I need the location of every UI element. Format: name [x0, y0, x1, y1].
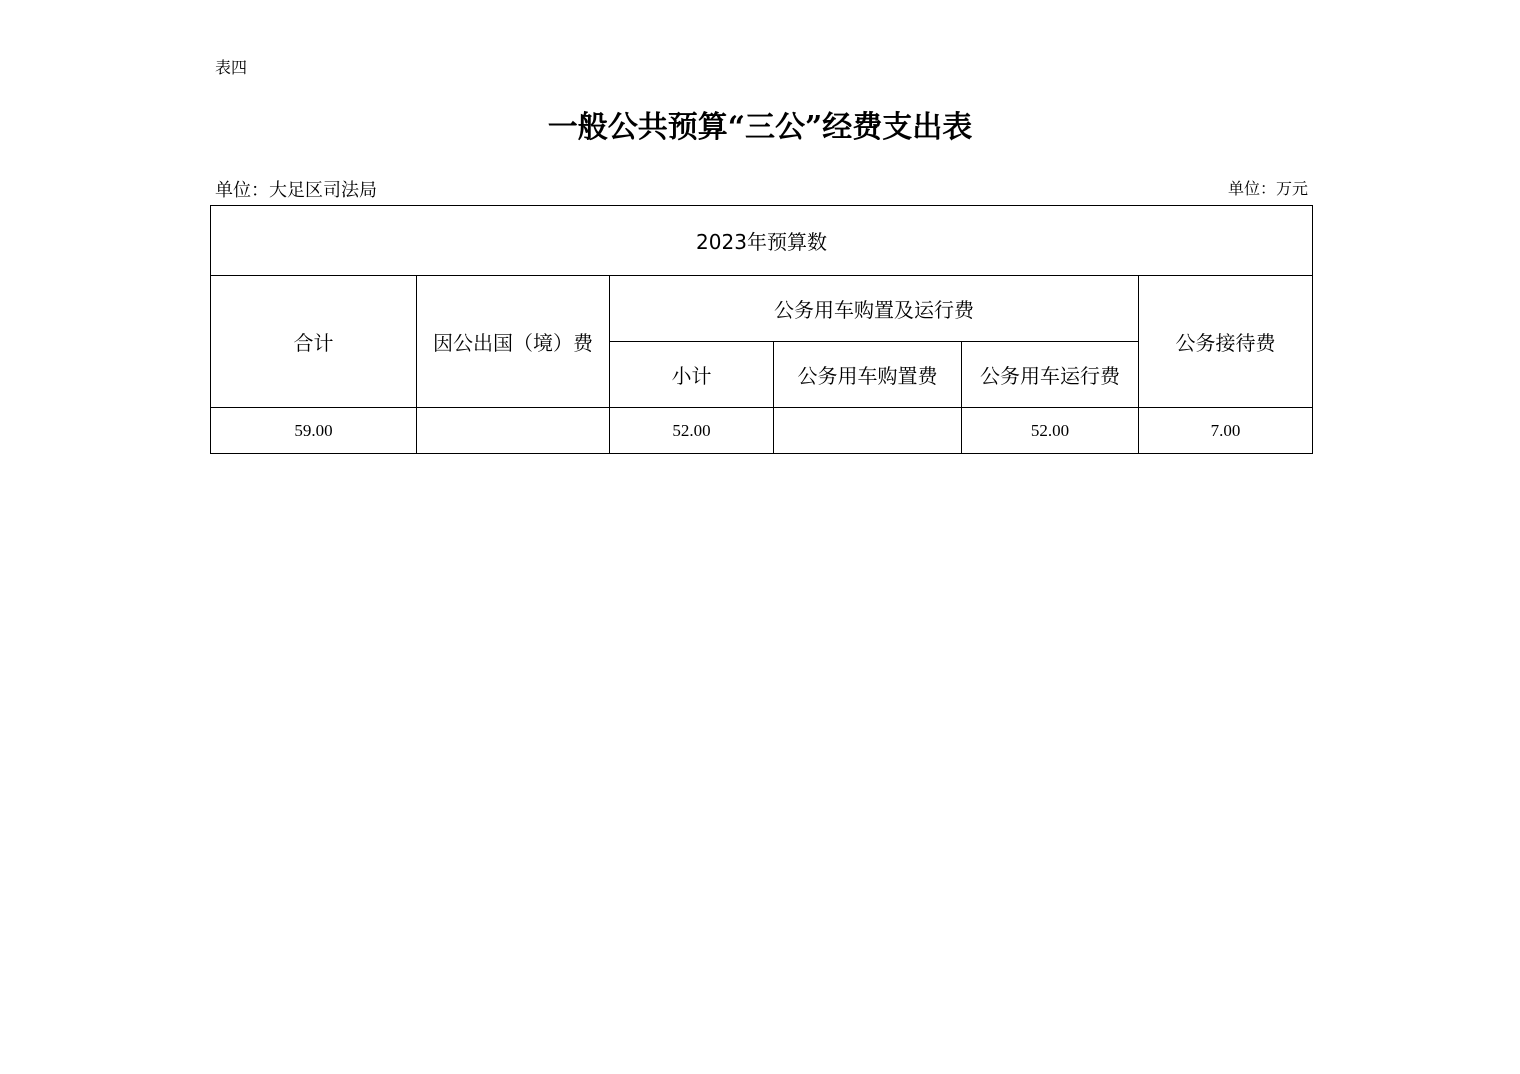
table-row [211, 408, 1313, 454]
value-overseas [417, 408, 610, 454]
table-header-row-main [211, 276, 1313, 342]
value-reception: 7.00 [1139, 408, 1313, 454]
budget-table [210, 205, 1313, 454]
unit-organization: 单位：大足区司法局 [215, 180, 377, 201]
value-total: 59.00 [211, 408, 417, 454]
unit-currency: 单位：万元 [1227, 179, 1308, 198]
value-vehicle-operation: 52.00 [962, 408, 1139, 454]
header-year-budget: 2023年预算数 [211, 206, 1313, 276]
value-subtotal: 52.00 [610, 408, 774, 454]
header-total: 合计 [211, 276, 417, 408]
page-title: 一般公共预算“三公”经费支出表 [547, 110, 973, 145]
table-label: 表四 [215, 58, 248, 77]
header-vehicle-group: 公务用车购置及运行费 [610, 276, 1139, 342]
header-vehicle-purchase: 公务用车购置费 [774, 342, 962, 408]
table-header-row-year [211, 206, 1313, 276]
header-reception: 公务接待费 [1139, 276, 1313, 408]
header-subtotal: 小计 [610, 342, 774, 408]
value-vehicle-purchase [774, 408, 962, 454]
header-vehicle-operation: 公务用车运行费 [962, 342, 1139, 408]
header-overseas: 因公出国（境）费 [417, 276, 610, 408]
